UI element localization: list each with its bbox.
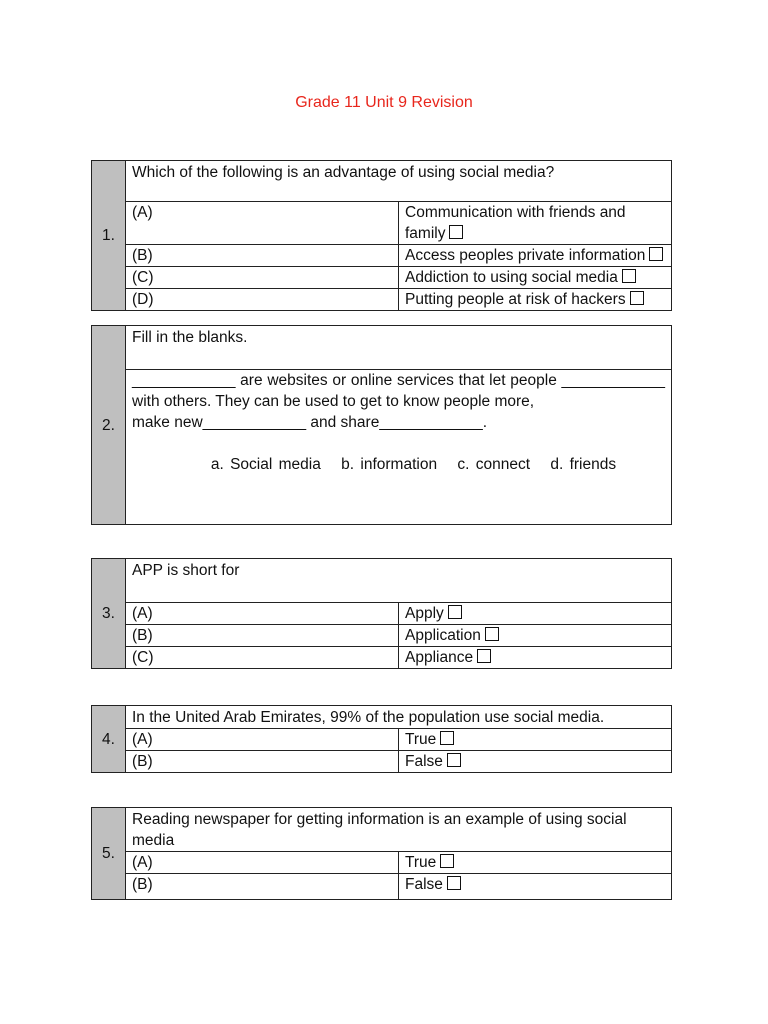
option-a[interactable]	[399, 729, 672, 751]
option-letter: (B)	[126, 874, 399, 900]
checkbox[interactable]	[447, 753, 461, 767]
word-choices	[132, 454, 665, 475]
fill-in-blanks-text	[126, 370, 672, 525]
choice-a: a. Social media	[210, 456, 321, 473]
option-text: Putting people at risk of hackers	[405, 291, 626, 308]
option-letter: (A)	[126, 852, 399, 874]
checkbox[interactable]	[485, 627, 499, 641]
question-number: 2.	[92, 326, 126, 525]
blanks-line-1: ____________ are websites or online services that let people ____________ with others. They can be used to get to know people more,	[132, 372, 665, 410]
checkbox[interactable]	[630, 291, 644, 305]
option-b[interactable]	[399, 874, 672, 900]
question-4	[91, 705, 672, 773]
option-letter: (A)	[126, 603, 399, 625]
question-prompt: Fill in the blanks.	[126, 326, 672, 370]
question-number: 3.	[92, 559, 126, 669]
option-c[interactable]	[399, 267, 672, 289]
question-5	[91, 807, 672, 900]
checkbox[interactable]	[440, 731, 454, 745]
option-text: False	[405, 753, 443, 770]
blanks-line-2: make new____________ and share____________.	[132, 414, 488, 431]
option-letter: (A)	[126, 202, 399, 245]
question-prompt: Which of the following is an advantage of using social media?	[126, 161, 672, 202]
checkbox[interactable]	[448, 605, 462, 619]
checkbox[interactable]	[449, 225, 463, 239]
option-b[interactable]	[399, 751, 672, 773]
option-c[interactable]	[399, 647, 672, 669]
option-text: Apply	[405, 605, 444, 622]
question-prompt: APP is short for	[126, 559, 672, 603]
option-letter: (B)	[126, 751, 399, 773]
question-prompt: Reading newspaper for getting information is an example of using social media	[126, 808, 672, 852]
option-text: Addiction to using social media	[405, 269, 618, 286]
option-text: False	[405, 876, 443, 893]
checkbox[interactable]	[622, 269, 636, 283]
checkbox[interactable]	[477, 649, 491, 663]
option-d[interactable]	[399, 289, 672, 311]
option-text: True	[405, 854, 437, 871]
question-1	[91, 160, 672, 311]
question-prompt: In the United Arab Emirates, 99% of the population use social media.	[126, 706, 672, 729]
option-b[interactable]	[399, 625, 672, 647]
question-3	[91, 558, 672, 669]
checkbox[interactable]	[649, 247, 663, 261]
option-text: Application	[405, 627, 481, 644]
checkbox[interactable]	[447, 876, 461, 890]
option-letter: (B)	[126, 625, 399, 647]
choice-c: c. connect	[457, 456, 531, 473]
option-letter: (D)	[126, 289, 399, 311]
option-letter: (B)	[126, 245, 399, 267]
question-2	[91, 325, 672, 525]
page-title: Grade 11 Unit 9 Revision	[295, 94, 473, 111]
option-text: True	[405, 731, 437, 748]
option-letter: (C)	[126, 647, 399, 669]
question-number: 4.	[92, 706, 126, 773]
choice-d: d. friends	[550, 456, 617, 473]
option-b[interactable]	[399, 245, 672, 267]
option-text: Access peoples private information	[405, 247, 646, 264]
question-number: 5.	[92, 808, 126, 900]
option-text: Communication with friends and family	[405, 204, 626, 242]
option-a[interactable]	[399, 852, 672, 874]
option-letter: (A)	[126, 729, 399, 751]
question-number: 1.	[92, 161, 126, 311]
option-a[interactable]	[399, 603, 672, 625]
option-letter: (C)	[126, 267, 399, 289]
option-text: Appliance	[405, 649, 474, 666]
option-a[interactable]	[399, 202, 672, 245]
choice-b: b. information	[341, 456, 438, 473]
checkbox[interactable]	[440, 854, 454, 868]
